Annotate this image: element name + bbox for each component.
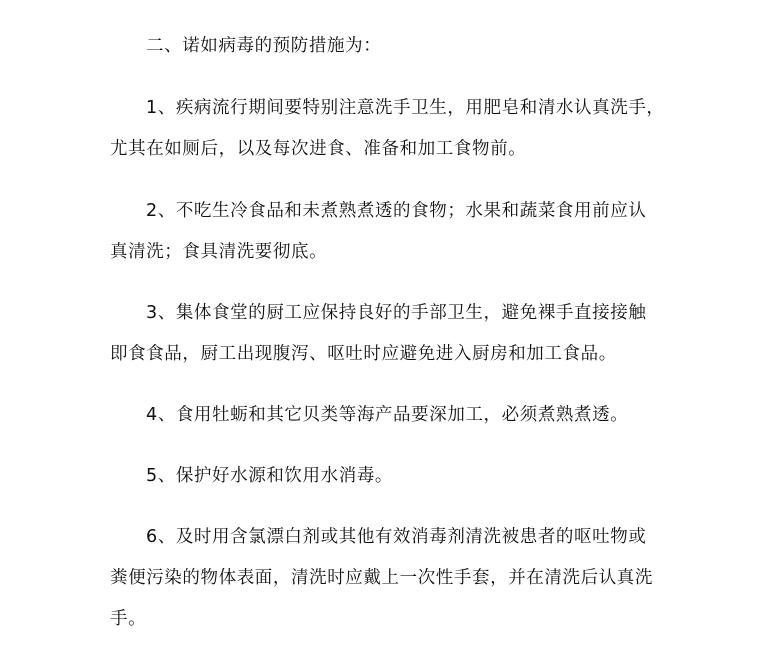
item-1-line-1: 1、疾病流行期间要特别注意洗手卫生，用肥皂和清水认真洗手， (146, 98, 665, 118)
item-3-line-1: 3、集体食堂的厨工应保持良好的手部卫生，避免裸手直接接触 (146, 303, 647, 323)
item-6-line-1: 6、及时用含氯漂白剂或其他有效消毒剂清洗被患者的呕吐物或 (146, 527, 647, 547)
item-2-line-1: 2、不吃生冷食品和未煮熟煮透的食物；水果和蔬菜食用前应认 (146, 201, 647, 221)
item-5-line-1: 5、保护好水源和饮用水消毒。 (146, 466, 394, 486)
item-1-line-2: 尤其在如厕后，以及每次进食、准备和加工食物前。 (110, 139, 527, 159)
section-heading: 二、诺如病毒的预防措施为： (146, 36, 382, 56)
item-2-line-2: 真清洗；食具清洗要彻底。 (110, 242, 328, 262)
item-4-line-1: 4、食用牡蛎和其它贝类等海产品要深加工，必须煮熟煮透。 (146, 405, 629, 425)
item-6-line-3: 手。 (110, 609, 147, 629)
item-3-line-2: 即食食品，厨工出现腹泻、呕吐时应避免进入厨房和加工食品。 (110, 344, 617, 364)
item-6-line-2: 粪便污染的物体表面，清洗时应戴上一次性手套，并在清洗后认真洗 (110, 568, 653, 588)
